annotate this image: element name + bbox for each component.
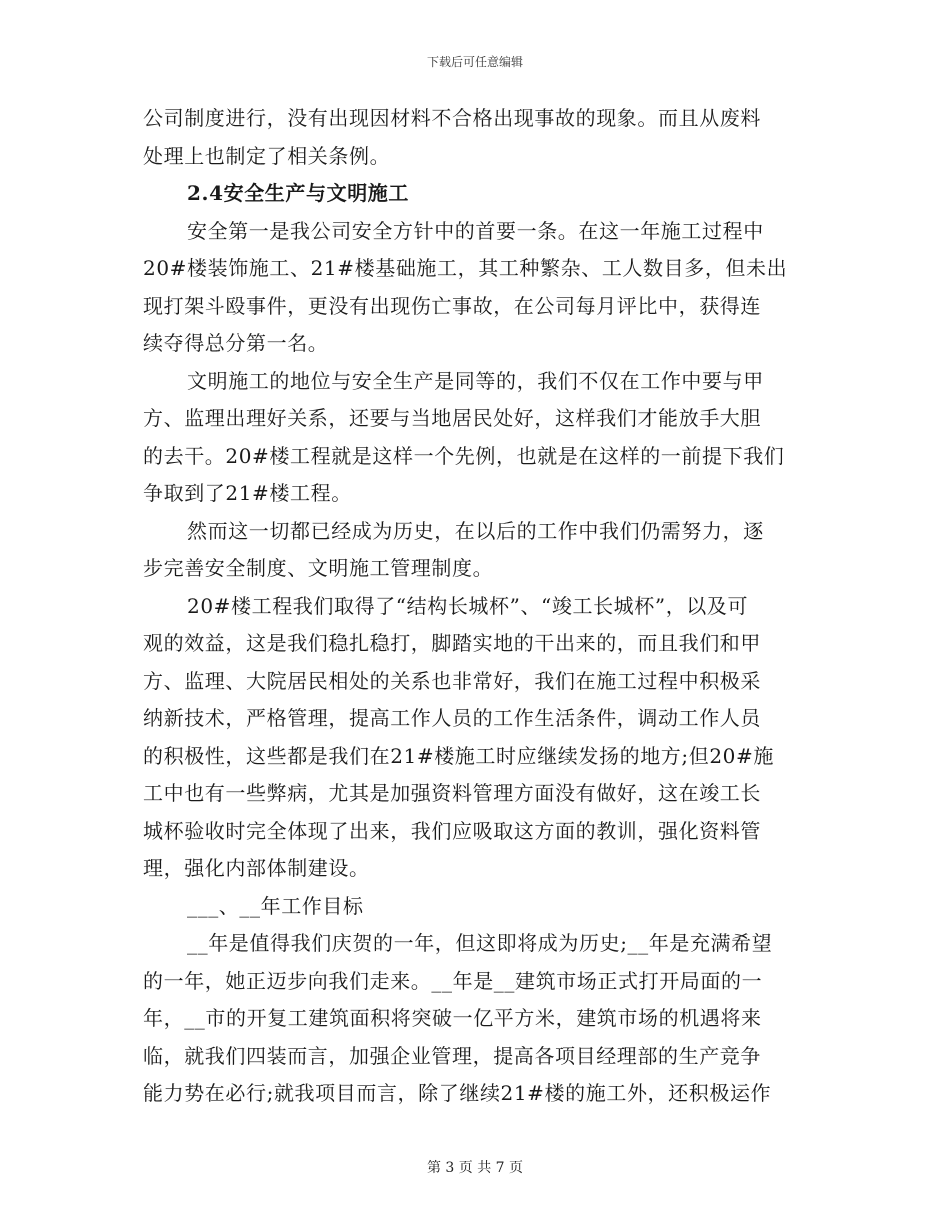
text-line: 续夺得总分第一名。 [143,331,329,355]
text-line: 的一年，她正迈步向我们走来。__年是__建筑市场正式打开局面的一 [143,968,763,993]
text-line: 文明施工的地位与安全生产是同等的，我们不仅在工作中要与甲 [187,368,764,393]
text-line: 方、监理、大院居民相处的关系也非常好，我们在施工过程中积极采 [143,668,761,693]
text-line: 的去干。20#楼工程就是这样一个先例，也就是在这样的一前提下我们 [143,443,785,468]
text-line: 工中也有一些弊病，尤其是加强资料管理方面没有做好，这在竣工长 [143,781,761,805]
text-line: 能力势在必行;就我项目而言，除了继续21#楼的施工外，还积极运作 [143,1081,772,1105]
text-line: 方、监理出理好关系，还要与当地居民处好，这样我们才能放手大胆 [143,406,761,430]
text-line: 然而这一切都已经成为历史，在以后的工作中我们仍需努力，逐 [187,518,764,543]
text-line: 争取到了21#楼工程。 [143,481,352,505]
text-line: 处理上也制定了相关条例。 [143,143,391,168]
text-line: 20#楼工程我们取得了“结构长城杯”、“竣工长城杯”，以及可 [187,593,749,618]
text-line: 观的效益，这是我们稳扎稳打，脚踏实地的干出来的，而且我们和甲 [143,631,761,655]
text-line: 纳新技术，严格管理，提高工作人员的工作生活条件，调动工作人员 [143,706,761,730]
text-line: 理，强化内部体制建设。 [143,856,370,880]
text-line: 公司制度进行，没有出现因材料不合格出现事故的现象。而且从废料 [143,106,761,130]
text-line: 安全第一是我公司安全方针中的首要一条。在这一年施工过程中 [187,218,764,243]
page-number: 第 3 页 共 7 页 [426,1160,524,1176]
document-body [143,100,809,1113]
text-line: 步完善安全制度、文明施工管理制度。 [143,556,494,580]
text-line: 城杯验收时完全体现了出来，我们应吸取这方面的教训，强化资料管 [143,818,761,843]
page-header-note: 下载后可任意编辑 [426,55,523,69]
text-line: 现打架斗殴事件，更没有出现伤亡事故，在公司每月评比中，获得连 [143,293,761,318]
text-line: 20#楼装饰施工、21#楼基础施工，其工种繁杂、工人数目多，但未出 [143,256,788,280]
text-line: __年是值得我们庆贺的一年，但这即将成为历史;__年是充满希望 [187,931,773,955]
text-line: 年，__市的开复工建筑面积将突破一亿平方米，建筑市场的机遇将来 [143,1006,762,1030]
text-line: 的积极性，这些都是我们在21#楼施工时应继续发扬的地方;但20#施 [143,743,774,768]
text-line: 临，就我们四装而言，加强企业管理，提高各项目经理部的生产竞争 [143,1043,761,1068]
section-heading: 2.4安全生产与文明施工 [187,181,409,205]
text-line: ___、__年工作目标 [187,893,364,918]
